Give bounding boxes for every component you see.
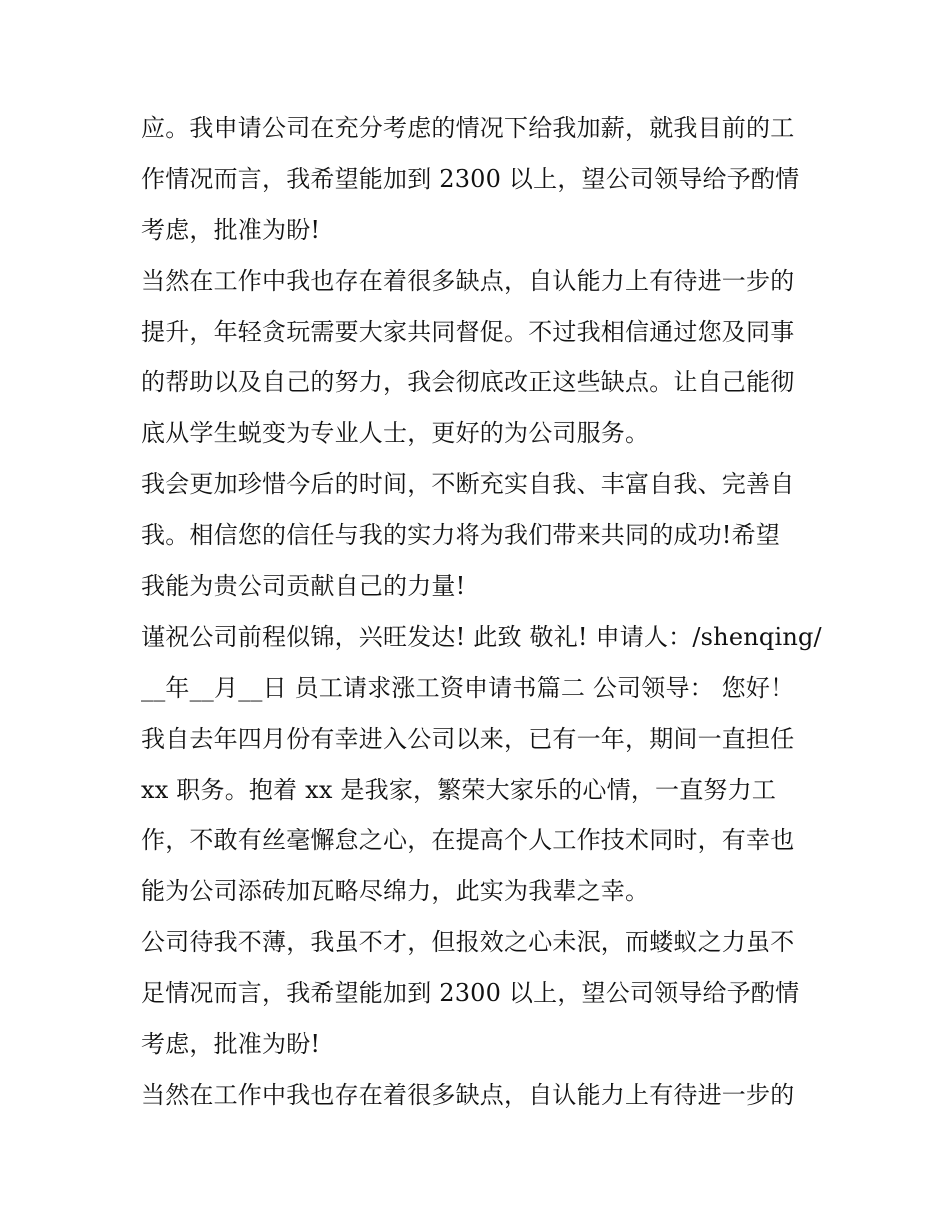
text-line: 我会更加珍惜今后的时间，不断充实自我、丰富自我、完善自 [141,470,795,499]
text-line: 我能为贵公司贡献自己的力量! [141,572,466,601]
text-line: 谨祝公司前程似锦，兴旺发达! 此致 敬礼! 申请人：/shenqing/ [141,622,822,651]
text-line: 当然在工作中我也存在着很多缺点，自认能力上有待进一步的 [141,266,795,295]
text-line: 考虑，批准为盼! [141,1030,321,1059]
text-line: 的帮助以及自己的努力，我会彻底改正这些缺点。让自己能彻 [141,368,795,397]
text-line: 考虑，批准为盼! [141,215,321,244]
text-line: 我。相信您的信任与我的实力将为我们带来共同的成功!希望 [141,521,781,550]
text-line: 公司待我不薄，我虽不才，但报效之心未泯，而蝼蚁之力虽不 [141,928,795,957]
document-body [141,103,822,1121]
text-line: xx 职务。抱着 xx 是我家，繁荣大家乐的心情，一直努力工 [141,775,777,804]
text-line: 作情况而言，我希望能加到 2300 以上，望公司领导给予酌情 [141,164,800,193]
text-line: 当然在工作中我也存在着很多缺点，自认能力上有待进一步的 [141,1080,795,1109]
text-line: 作，不敢有丝毫懈怠之心，在提高个人工作技术同时，有幸也 [141,826,795,855]
text-line: 足情况而言，我希望能加到 2300 以上，望公司领导给予酌情 [141,979,800,1008]
text-line: 提升，年轻贪玩需要大家共同督促。不过我相信通过您及同事 [141,317,795,346]
text-line: 应。我申请公司在充分考虑的情况下给我加薪，就我目前的工 [141,114,795,142]
text-line: __年__月__日 员工请求涨工资申请书篇二 公司领导： 您好！ [141,673,795,702]
text-line: 底从学生蜕变为专业人士，更好的为公司服务。 [141,419,650,448]
text-line: 能为公司添砖加瓦略尽绵力，此实为我辈之幸。 [141,877,650,906]
text-line: 我自去年四月份有幸进入公司以来，已有一年，期间一直担任 [141,724,795,753]
